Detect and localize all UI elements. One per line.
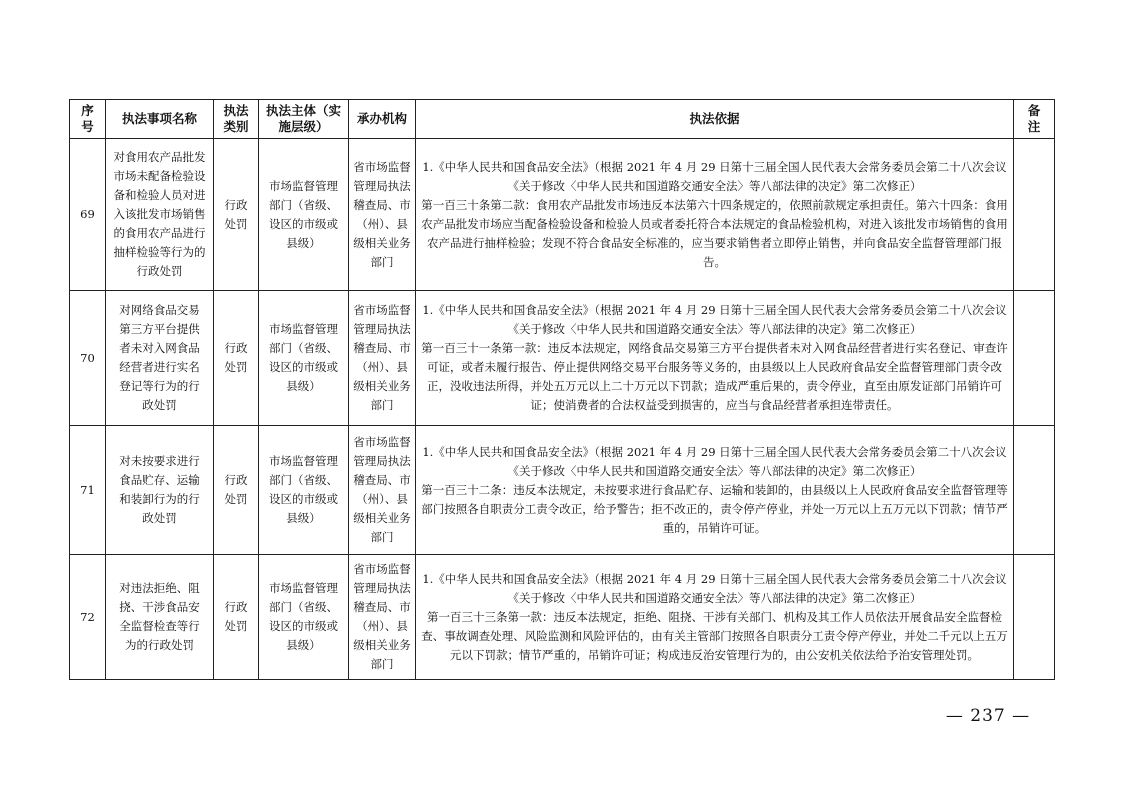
row-subject: 市场监督管理部门（省级、设区的市级或县级）: [259, 139, 349, 291]
row-note: [1014, 139, 1055, 291]
row-seq: 72: [70, 555, 106, 680]
row-seq: 69: [70, 139, 106, 291]
table-row: [70, 139, 1055, 291]
table-row: [70, 291, 1055, 426]
basis-law-title: 1.《中华人民共和国食品安全法》（根据 2021 年 4 月 29 日第十三届全国人民代表大会常务委员会第二十八次会议《关于修改〈中华人民共和国道路交通安全法〉等八部法律的决定》第二次修正）: [422, 444, 1007, 478]
row-category: 行政处罚: [214, 555, 259, 680]
header-agency: 承办机构: [349, 100, 416, 139]
row-name: 对违法拒绝、阻挠、干涉食品安全监督检查等行为的行政处罚: [106, 555, 214, 680]
row-agency: 省市场监督管理局执法稽查局、市（州）、县级相关业务部门: [349, 291, 416, 426]
row-basis: [416, 555, 1014, 680]
basis-article: 第一百三十三条第一款：违反本法规定，拒绝、阻挠、干涉有关部门、机构及其工作人员依法开展食品安全监督检查、事故调查处理、风险监测和风险评估的，由有关主管部门按照各自职责分工责令停产停业，并处二千元以上五万元以下罚款；情节严重的，吊销许可证；构成违反治安管理行为的，由公安机关依法给予治安管理处罚。: [421, 609, 1008, 662]
header-category: 执法类别: [214, 100, 259, 139]
row-name: 对食用农产品批发市场未配备检验设备和检验人员对进入该批发市场销售的食用农产品进行抽样检验等行为的行政处罚: [106, 139, 214, 291]
row-agency: 省市场监督管理局执法稽查局、市（州）、县级相关业务部门: [349, 426, 416, 555]
header-note: 备注: [1014, 100, 1055, 139]
basis-article: 第一百三十条第二款：食用农产品批发市场违反本法第六十四条规定的，依照前款规定承担责任。第六十四条：食用农产品批发市场应当配备检验设备和检验人员或者委托符合本法规定的食品检验机构，对进入该批发市场销售的食用农产品进行抽样检验；发现不符合食品安全标准的，应当要求销售者立即停止销售，并向食品安全监督管理部门报告。: [421, 197, 1008, 269]
basis-law-title: 1.《中华人民共和国食品安全法》（根据 2021 年 4 月 29 日第十三届全国人民代表大会常务委员会第二十八次会议《关于修改〈中华人民共和国道路交通安全法〉等八部法律的决定》第二次修正）: [422, 571, 1007, 605]
row-note: [1014, 426, 1055, 555]
row-note: [1014, 291, 1055, 426]
header-row: [70, 100, 1055, 139]
row-basis: [416, 291, 1014, 426]
row-subject: 市场监督管理部门（省级、设区的市级或县级）: [259, 291, 349, 426]
table-row: [70, 426, 1055, 555]
basis-law-title: 1.《中华人民共和国食品安全法》（根据 2021 年 4 月 29 日第十三届全国人民代表大会常务委员会第二十八次会议《关于修改〈中华人民共和国道路交通安全法〉等八部法律的决定》第二次修正）: [422, 303, 1007, 336]
row-note: [1014, 555, 1055, 680]
row-name: 对未按要求进行食品贮存、运输和装卸行为的行政处罚: [106, 426, 214, 555]
row-category: 行政处罚: [214, 426, 259, 555]
row-basis: [416, 139, 1014, 291]
row-seq: 71: [70, 426, 106, 555]
basis-article: 第一百三十二条：违反本法规定，未按要求进行食品贮存、运输和装卸的，由县级以上人民政府食品安全监督管理等部门按照各自职责分工责令改正，给予警告；拒不改正的，责令停产停业，并处一万元以上五万元以下罚款；情节严重的，吊销许可证。: [421, 482, 1008, 535]
page-number: — 237 —: [945, 706, 1031, 726]
table-row: [70, 555, 1055, 680]
header-name: 执法事项名称: [106, 100, 214, 139]
row-name: 对网络食品交易第三方平台提供者未对入网食品经营者进行实名登记等行为的行政处罚: [106, 291, 214, 426]
row-basis: [416, 426, 1014, 555]
row-agency: 省市场监督管理局执法稽查局、市（州）、县级相关业务部门: [349, 139, 416, 291]
row-category: 行政处罚: [214, 291, 259, 426]
row-subject: 市场监督管理部门（省级、设区的市级或县级）: [259, 555, 349, 680]
row-category: 行政处罚: [214, 139, 259, 291]
row-agency: 省市场监督管理局执法稽查局、市（州）、县级相关业务部门: [349, 555, 416, 680]
row-subject: 市场监督管理部门（省级、设区的市级或县级）: [259, 426, 349, 555]
header-basis: 执法依据: [416, 100, 1014, 139]
header-seq: 序号: [70, 100, 106, 139]
basis-law-title: 1.《中华人民共和国食品安全法》（根据 2021 年 4 月 29 日第十三届全国人民代表大会常务委员会第二十八次会议《关于修改〈中华人民共和国道路交通安全法〉等八部法律的决定》第二次修正）: [422, 159, 1007, 193]
enforcement-table: [69, 99, 1055, 680]
row-seq: 70: [70, 291, 106, 426]
header-subject: 执法主体（实施层级）: [259, 100, 349, 139]
basis-article: 第一百三十一条第一款：违反本法规定，网络食品交易第三方平台提供者未对入网食品经营者进行实名登记、审查许可证，或者未履行报告、停止提供网络交易平台服务等义务的，由县级以上人民政府食品安全监督管理部门责令改正，没收违法所得，并处五万元以上二十万元以下罚款；造成严重后果的，责令停业，直至由原发证部门吊销许可证；使消费者的合法权益受到损害的，应当与食品经营者承担连带责任。: [421, 341, 1008, 412]
